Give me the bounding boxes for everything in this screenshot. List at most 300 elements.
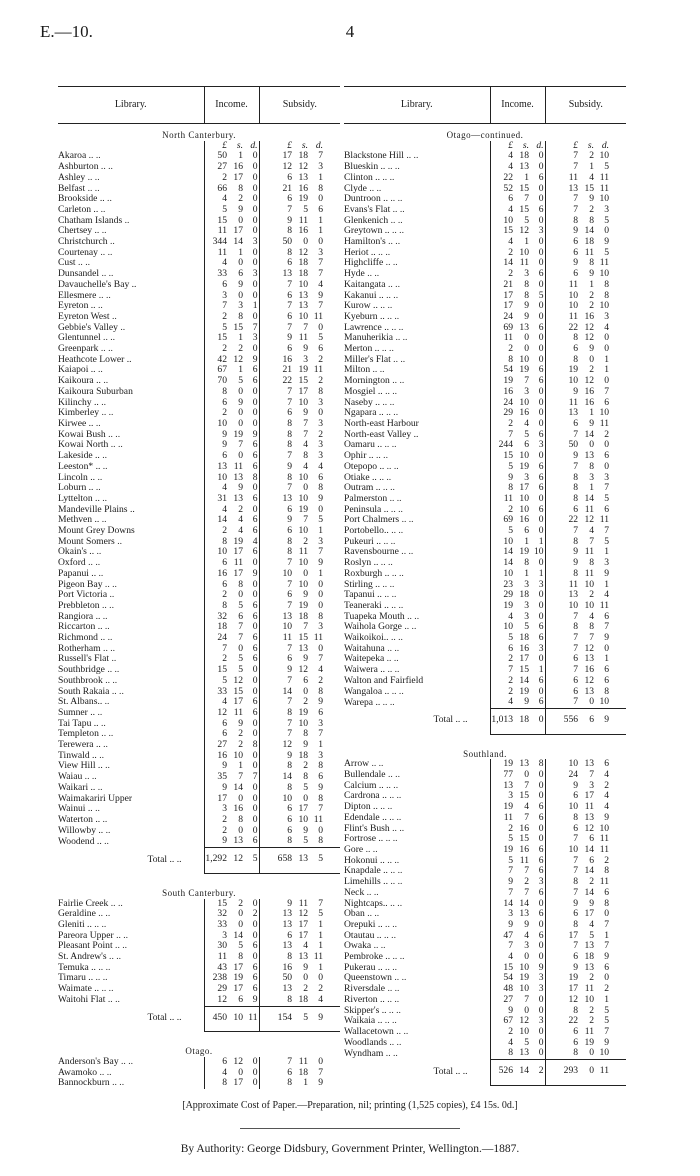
income-pence: 0 — [252, 204, 258, 215]
library-name-cell — [344, 323, 490, 334]
leader-dots: .. .. — [380, 558, 393, 569]
leader-dots: .. .. — [404, 622, 417, 633]
subsidy-pounds: 11 — [545, 580, 579, 591]
income-pounds: 450 — [204, 1006, 228, 1032]
subsidy-pence: 0 — [318, 825, 324, 836]
subsidy-shillings: 6 — [589, 834, 595, 845]
subsidy-shillings: 8 — [589, 215, 595, 226]
library-name: Otautau .. — [344, 930, 382, 941]
income-pence: 0 — [538, 151, 544, 162]
subsidy-pence: 8 — [604, 866, 610, 877]
subsidy-shillings: 10 — [298, 718, 309, 729]
library-name-cell — [344, 612, 490, 623]
subsidy-pence: 8 — [604, 898, 610, 909]
library-name: Willowby .. — [58, 825, 104, 836]
subsidy-pounds: 6 — [545, 248, 579, 259]
subsidy-shillings: 12 — [298, 909, 309, 920]
library-row — [58, 408, 340, 419]
leader-dots: .. — [102, 493, 108, 504]
income-pounds: 4 — [204, 1068, 228, 1079]
subsidy-pounds: 24 — [545, 770, 579, 781]
income-pounds: 5 — [204, 323, 228, 334]
row-end-spacer — [324, 984, 340, 995]
income-pence: 0 — [538, 780, 544, 791]
section-spacer — [58, 873, 340, 882]
library-name-cell — [58, 537, 204, 548]
library-name: Terewera .. — [58, 740, 101, 751]
row-end-spacer — [324, 719, 340, 730]
library-name-cell — [58, 1078, 204, 1089]
library-name-cell — [58, 995, 204, 1006]
row-end-spacer — [610, 430, 626, 441]
subsidy-pounds: 8 — [259, 952, 293, 963]
row-end-spacer — [324, 1068, 340, 1079]
library-name: Kimberley — [58, 408, 100, 419]
library-name: Tuapeka Mouth — [344, 611, 405, 622]
subsidy-shillings: 10 — [298, 279, 309, 290]
library-row — [344, 622, 626, 633]
income-shillings: 19 — [519, 547, 529, 558]
income-pounds: 15 — [204, 216, 228, 227]
subsidy-shillings: 7 — [303, 622, 309, 633]
library-name-cell — [58, 376, 204, 387]
income-pence: 0 — [538, 301, 544, 312]
library-row — [344, 899, 626, 910]
subsidy-shillings: 4 — [303, 440, 309, 451]
subsidy-shillings: 8 — [589, 461, 595, 472]
subsidy-pence: 8 — [604, 279, 610, 290]
subsidy-shillings: 12 — [584, 643, 595, 654]
subsidy-pounds: 9 — [545, 547, 579, 558]
income-pounds: 4 — [490, 1038, 514, 1049]
income-pence: 0 — [252, 183, 258, 194]
subsidy-pounds: 10 — [259, 794, 293, 805]
subsidy-shillings: 9 — [303, 740, 309, 751]
subsidy-pounds: 7 — [259, 676, 293, 687]
income-pence: 0 — [252, 290, 258, 301]
income-pence: 3 — [252, 237, 258, 248]
subsidy-shillings: 11 — [584, 802, 595, 813]
subsidy-shillings: 9 — [589, 194, 595, 205]
library-name-cell — [344, 473, 490, 484]
income-pence: 9 — [252, 994, 258, 1005]
leader-dots: .. .. — [101, 269, 114, 280]
subsidy-shillings: 5 — [303, 782, 309, 793]
leader-dots: .. — [120, 322, 126, 333]
income-pounds: 2 — [490, 419, 514, 430]
row-end-spacer — [324, 312, 340, 323]
library-name: Wyndham — [344, 1048, 384, 1059]
library-name-cell — [58, 184, 204, 195]
library-row — [58, 612, 340, 623]
income-pounds: 9 — [204, 836, 228, 847]
library-row — [344, 941, 626, 952]
income-pounds: 344 — [204, 237, 228, 248]
leader-dots: .. .. — [387, 984, 400, 995]
leader-dots: .. — [96, 547, 102, 558]
subsidy-pence: 11 — [599, 845, 610, 855]
total-label: Total — [147, 1012, 168, 1024]
library-row — [58, 430, 340, 441]
subsidy-pounds: 6 — [545, 1038, 579, 1049]
library-name-cell — [344, 344, 490, 355]
library-row — [344, 333, 626, 344]
leader-dots: .. .. — [78, 258, 91, 269]
library-name-cell — [58, 941, 204, 952]
row-end-spacer — [610, 888, 626, 899]
library-name-cell — [344, 877, 490, 888]
income-pence: 0 — [252, 804, 258, 815]
subsidy-pounds: 6 — [545, 952, 579, 963]
row-end-spacer — [324, 708, 340, 719]
library-row — [58, 963, 340, 974]
library-name-cell — [58, 151, 204, 162]
leader-dots: .. .. — [387, 279, 400, 290]
library-name-cell — [58, 355, 204, 366]
library-row — [58, 515, 340, 526]
income-shillings: 6 — [524, 440, 529, 451]
subsidy-pence: 3 — [318, 451, 324, 462]
income-shillings: 3 — [524, 269, 529, 280]
income-pounds: 244 — [490, 440, 514, 451]
income-pence: 0 — [538, 898, 544, 909]
row-end-spacer — [324, 205, 340, 216]
library-row — [58, 419, 340, 430]
leader-dots: .. .. — [407, 611, 420, 622]
income-pence: 2 — [530, 1060, 545, 1086]
subsidy-pounds: 8 — [259, 1078, 293, 1089]
library-name: Mount Somers — [58, 536, 115, 547]
subsidy-pounds: 22 — [545, 323, 579, 334]
library-name: Richmond — [58, 633, 98, 644]
leader-dots: .. .. — [385, 258, 398, 269]
library-name-cell — [344, 909, 490, 920]
subsidy-pounds: 7 — [259, 301, 293, 312]
leader-dots: .. .. — [88, 558, 101, 569]
income-pence: 6 — [538, 633, 544, 644]
library-name-cell — [344, 952, 490, 963]
income-shillings: 8 — [238, 815, 243, 825]
income-pounds: 14 — [490, 558, 514, 569]
income-pence: 0 — [538, 686, 544, 697]
subsidy-shillings: 9 — [303, 344, 309, 355]
library-row — [58, 719, 340, 730]
section-spacer — [58, 1032, 340, 1041]
subsidy-pence: 3 — [604, 204, 610, 215]
subsidy-shillings: 8 — [589, 558, 595, 569]
library-row — [58, 633, 340, 644]
leader-dots: .. — [101, 397, 106, 408]
library-name-cell — [344, 813, 490, 824]
library-name: Fortrose .. — [344, 834, 384, 845]
income-shillings: 16 — [519, 408, 529, 419]
library-row — [344, 1027, 626, 1038]
row-end-spacer — [324, 794, 340, 805]
library-row — [344, 365, 626, 376]
row-end-spacer — [610, 834, 626, 845]
income-pence: 6 — [538, 204, 544, 215]
library-row — [344, 931, 626, 942]
library-name-cell — [344, 226, 490, 237]
subsidy-pounds: 6 — [545, 909, 579, 920]
library-name: Lyttelton .. — [58, 493, 100, 504]
income-shillings: 3 — [238, 301, 243, 312]
library-row — [344, 856, 626, 867]
library-name-cell — [58, 601, 204, 612]
subsidy-pence: 2 — [318, 675, 324, 686]
leader-dots: .. — [101, 515, 107, 526]
row-end-spacer — [610, 1060, 626, 1086]
subsidy-shillings: 7 — [303, 515, 309, 526]
library-name: Woodend .. — [58, 836, 102, 847]
subsidy-shillings: 1 — [589, 483, 595, 494]
library-name: Courtenay — [58, 247, 98, 258]
subsidy-pence: 10 — [599, 269, 610, 280]
income-pence: 0 — [538, 344, 544, 355]
subsidy-pence: 9 — [318, 493, 324, 504]
income-pounds: 2 — [490, 687, 514, 698]
income-shillings: 4 — [524, 418, 529, 429]
income-shillings: 0 — [524, 333, 529, 344]
row-end-spacer — [610, 877, 626, 888]
income-shillings: 10 — [519, 493, 529, 504]
library-name-cell — [344, 580, 490, 591]
subsidy-shillings: 11 — [584, 1026, 595, 1037]
library-name-cell — [58, 291, 204, 302]
subsidy-pounds: 6 — [545, 344, 579, 355]
income-shillings: 8 — [524, 290, 529, 301]
subsidy-pounds: 658 — [259, 848, 293, 874]
library-name-cell — [58, 751, 204, 762]
subsidy-pounds: 7 — [545, 697, 579, 708]
subsidy-pence: 1 — [604, 547, 610, 558]
leader-dots: .. .. — [391, 226, 404, 237]
income-pence: 3 — [538, 579, 544, 590]
income-pounds: 3 — [204, 931, 228, 942]
income-pounds: 10 — [490, 216, 514, 227]
leader-dots: .. — [102, 611, 108, 622]
leader-dots: .. .. — [87, 183, 100, 194]
library-row — [58, 590, 340, 601]
subsidy-pounds: 9 — [259, 899, 293, 910]
subsidy-pence: 1 — [318, 930, 324, 941]
income-shillings: 13 — [233, 472, 243, 483]
leader-dots: .. .. — [373, 941, 386, 952]
leader-dots: .. .. — [115, 941, 128, 952]
leader-dots: .. .. — [387, 162, 400, 173]
subsidy-pounds: 7 — [545, 162, 579, 173]
row-end-spacer — [610, 323, 626, 334]
library-row — [344, 248, 626, 259]
row-end-spacer — [324, 258, 340, 269]
subsidy-shillings: 7 — [589, 770, 595, 781]
leader-dots: .. .. — [112, 1078, 125, 1089]
income-shillings: 11 — [233, 461, 243, 472]
subsidy-shillings: 16 — [584, 397, 595, 408]
income-pence: 6 — [252, 836, 258, 847]
income-shillings: 10 — [519, 451, 529, 462]
library-name-cell — [344, 301, 490, 312]
row-end-spacer — [324, 387, 340, 398]
income-pence: 5 — [244, 848, 259, 874]
income-pounds: 18 — [204, 622, 228, 633]
library-name-cell — [58, 344, 204, 355]
library-row — [344, 791, 626, 802]
row-end-spacer — [610, 866, 626, 877]
subsidy-shillings: 11 — [584, 984, 595, 995]
subsidy-pence: 7 — [318, 258, 324, 269]
library-name: Eyreton .. — [58, 301, 96, 312]
library-row — [344, 877, 626, 888]
subsidy-pounds: 7 — [259, 387, 293, 398]
subsidy-pence: 10 — [599, 301, 610, 312]
income-shillings-unit: s. — [522, 140, 529, 151]
library-name: Rotherham — [58, 643, 101, 654]
leader-dots: .. .. — [386, 654, 399, 665]
library-row — [58, 547, 340, 558]
row-end-spacer — [610, 708, 626, 734]
row-end-spacer — [324, 505, 340, 516]
income-pounds: 19 — [490, 802, 514, 813]
row-end-spacer — [610, 931, 626, 942]
subsidy-pounds: 10 — [545, 759, 579, 770]
leader-dots: .. .. — [369, 183, 382, 194]
row-end-spacer — [610, 824, 626, 835]
income-shillings: 17 — [519, 654, 529, 665]
income-pence: 0 — [252, 215, 258, 226]
row-end-spacer — [610, 419, 626, 430]
income-pence: 6 — [538, 172, 544, 183]
library-row — [344, 1006, 626, 1017]
subsidy-shillings: 10 — [298, 579, 309, 590]
subsidy-pounds: 17 — [545, 931, 579, 942]
income-pounds: 6 — [204, 558, 228, 569]
income-shillings: 16 — [519, 643, 529, 654]
library-name: Warepa .. — [344, 697, 381, 708]
subsidy-pence: 0 — [318, 408, 324, 419]
subsidy-pence: 2 — [318, 984, 324, 995]
library-name-cell — [58, 794, 204, 805]
subsidy-pounds: 6 — [545, 687, 579, 698]
income-shillings: 0 — [238, 590, 243, 601]
income-pounds: 3 — [204, 291, 228, 302]
library-row — [344, 151, 626, 162]
income-pounds: 2 — [204, 408, 228, 419]
library-row — [58, 836, 340, 847]
row-end-spacer — [324, 665, 340, 676]
library-row — [344, 537, 626, 548]
library-name-cell — [58, 280, 204, 291]
row-end-spacer — [610, 258, 626, 269]
subsidy-shillings: 9 — [303, 962, 309, 973]
library-name-cell — [344, 312, 490, 323]
subsidy-shillings: 12 — [584, 333, 595, 344]
row-end-spacer — [324, 226, 340, 237]
income-pence: 2 — [252, 909, 258, 920]
row-end-spacer — [324, 216, 340, 227]
subsidy-pounds: 13 — [545, 408, 579, 419]
library-name-cell — [58, 963, 204, 974]
income-pence: 0 — [538, 451, 544, 462]
row-end-spacer — [324, 931, 340, 942]
row-end-spacer — [610, 398, 626, 409]
income-pence: 6 — [252, 962, 258, 973]
subsidy-shillings: 12 — [298, 665, 309, 676]
subsidy-pounds: 6 — [259, 815, 293, 826]
library-name: Pigeon Bay — [58, 579, 103, 590]
subsidy-shillings: 18 — [298, 1067, 309, 1078]
library-row — [58, 654, 340, 665]
leader-dots: .. .. — [108, 429, 121, 440]
income-pence: 6 — [252, 973, 258, 984]
library-name: Sumner .. — [58, 707, 96, 718]
library-row — [344, 963, 626, 974]
library-name-cell — [58, 494, 204, 505]
library-name-cell — [344, 687, 490, 698]
library-row — [58, 941, 340, 952]
row-end-spacer — [610, 1016, 626, 1027]
income-pounds: 31 — [204, 494, 228, 505]
library-name: Anderson's Bay — [58, 1056, 119, 1067]
income-pence: 0 — [252, 579, 258, 590]
income-pence: 6 — [538, 483, 544, 494]
library-row — [344, 280, 626, 291]
leader-dots: .. .. — [384, 1016, 397, 1027]
income-pence: 6 — [252, 440, 258, 451]
income-pounds: 9 — [204, 430, 228, 441]
subsidy-pounds: 8 — [545, 333, 579, 344]
library-row — [344, 462, 626, 473]
subsidy-pounds: 8 — [545, 622, 579, 633]
income-shillings: 10 — [519, 354, 529, 365]
income-pence: 3 — [538, 984, 544, 995]
library-name: Ophir .. — [344, 451, 374, 462]
subsidy-pounds: 556 — [545, 708, 579, 734]
subsidy-pounds: 19 — [545, 973, 579, 984]
library-name: Kowai North — [58, 440, 109, 451]
row-end-spacer — [324, 355, 340, 366]
subsidy-shillings: 0 — [303, 483, 309, 494]
subsidy-shillings: 13 — [298, 643, 309, 654]
library-name: Otiake .. — [344, 472, 377, 483]
subsidy-pounds: 14 — [259, 687, 293, 698]
subsidy-shillings: 0 — [303, 793, 309, 804]
income-shillings: 19 — [233, 536, 243, 547]
income-pence: 0 — [252, 483, 258, 494]
leader-dots: .. .. — [388, 237, 401, 248]
subsidy-pounds: 9 — [545, 558, 579, 569]
subsidy-shillings: 16 — [584, 386, 595, 397]
library-name-cell — [344, 569, 490, 580]
subsidy-pence: 9 — [318, 290, 324, 301]
leader-dots: .. .. — [380, 802, 393, 813]
library-name-cell — [344, 173, 490, 184]
library-name: Waitohi Flat — [58, 994, 106, 1006]
income-shillings-unit: s. — [236, 140, 243, 151]
row-end-spacer — [610, 280, 626, 291]
library-row — [58, 909, 340, 920]
subsidy-shillings: 9 — [303, 825, 309, 836]
row-end-spacer — [324, 899, 340, 910]
subsidy-pounds: 6 — [545, 654, 579, 665]
library-name: Awamoko — [58, 1067, 98, 1078]
income-pounds: 14 — [490, 258, 514, 269]
leader-dots: .. .. — [387, 311, 400, 322]
library-name: St. Albans.. — [58, 697, 103, 708]
income-shillings: 7 — [524, 887, 529, 898]
subsidy-shillings: 1 — [303, 1078, 309, 1089]
income-shillings: 10 — [519, 397, 529, 408]
